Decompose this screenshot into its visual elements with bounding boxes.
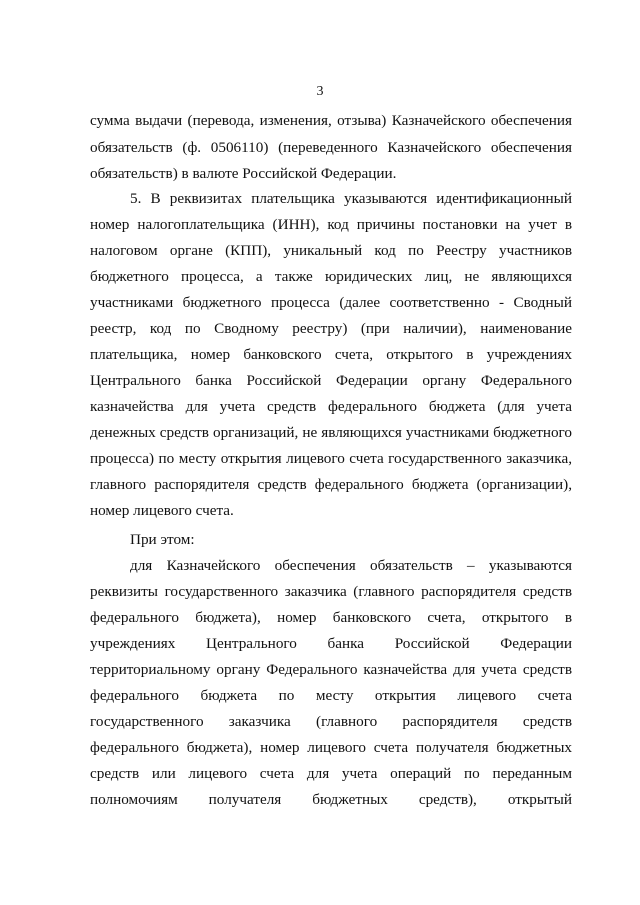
text-line: участниками бюджетного процесса (далее соответственно - Сводный: [90, 294, 572, 311]
text-line: территориальному органу Федерального казначейства для учета средств: [90, 661, 572, 678]
text-line: федерального бюджета), номер лицевого счета получателя бюджетных: [90, 739, 572, 756]
text-line: государственного заказчика (главного распорядителя средств: [90, 713, 572, 730]
text-line: плательщика, номер банковского счета, открытого в учреждениях: [90, 346, 572, 363]
text-line: обязательств) в валюте Российской Федерации.: [90, 165, 397, 182]
text-line: казначейства для учета средств федерального бюджета (для учета: [90, 398, 572, 415]
text-line: сумма выдачи (перевода, изменения, отзыва) Казначейского обеспечения: [90, 112, 572, 129]
page-number: 3: [316, 84, 324, 99]
text-line: для Казначейского обеспечения обязательств – указываются: [130, 557, 572, 574]
text-line: реквизиты государственного заказчика (главного распорядителя средств: [90, 583, 572, 600]
text-line: процесса) по месту открытия лицевого счета государственного заказчика,: [90, 450, 572, 467]
text-line: полномочиям получателя бюджетных средств), открытый: [90, 791, 572, 808]
text-line: учреждениях Центрального банка Российской Федерации: [90, 635, 572, 652]
text-line: средств или лицевого счета для учета операций по переданным: [90, 765, 572, 782]
text-line: федерального бюджета по месту открытия лицевого счета: [90, 687, 572, 704]
text-line: реестр, код по Сводному реестру) (при наличии), наименование: [90, 320, 572, 337]
text-line: номер лицевого счета.: [90, 502, 234, 519]
text-line: налоговом органе (КПП), уникальный код по Реестру участников: [90, 242, 572, 259]
text-line: обязательств (ф. 0506110) (переведенного Казначейского обеспечения: [90, 139, 572, 156]
text-line: Центрального банка Российской Федерации органу Федерального: [90, 372, 572, 389]
text-line: бюджетного процесса, а также юридических лиц, не являющихся: [90, 268, 572, 285]
text-line: федерального бюджета), номер банковского счета, открытого в: [90, 609, 572, 626]
text-line: главного распорядителя средств федерального бюджета (организации),: [90, 476, 572, 493]
text-line: номер налогоплательщика (ИНН), код причины постановки на учет в: [90, 216, 572, 233]
text-line: денежных средств организаций, не являющихся участниками бюджетного: [90, 424, 572, 441]
text-line: 5. В реквизитах плательщика указываются идентификационный: [130, 190, 572, 207]
text-line: При этом:: [130, 531, 195, 548]
